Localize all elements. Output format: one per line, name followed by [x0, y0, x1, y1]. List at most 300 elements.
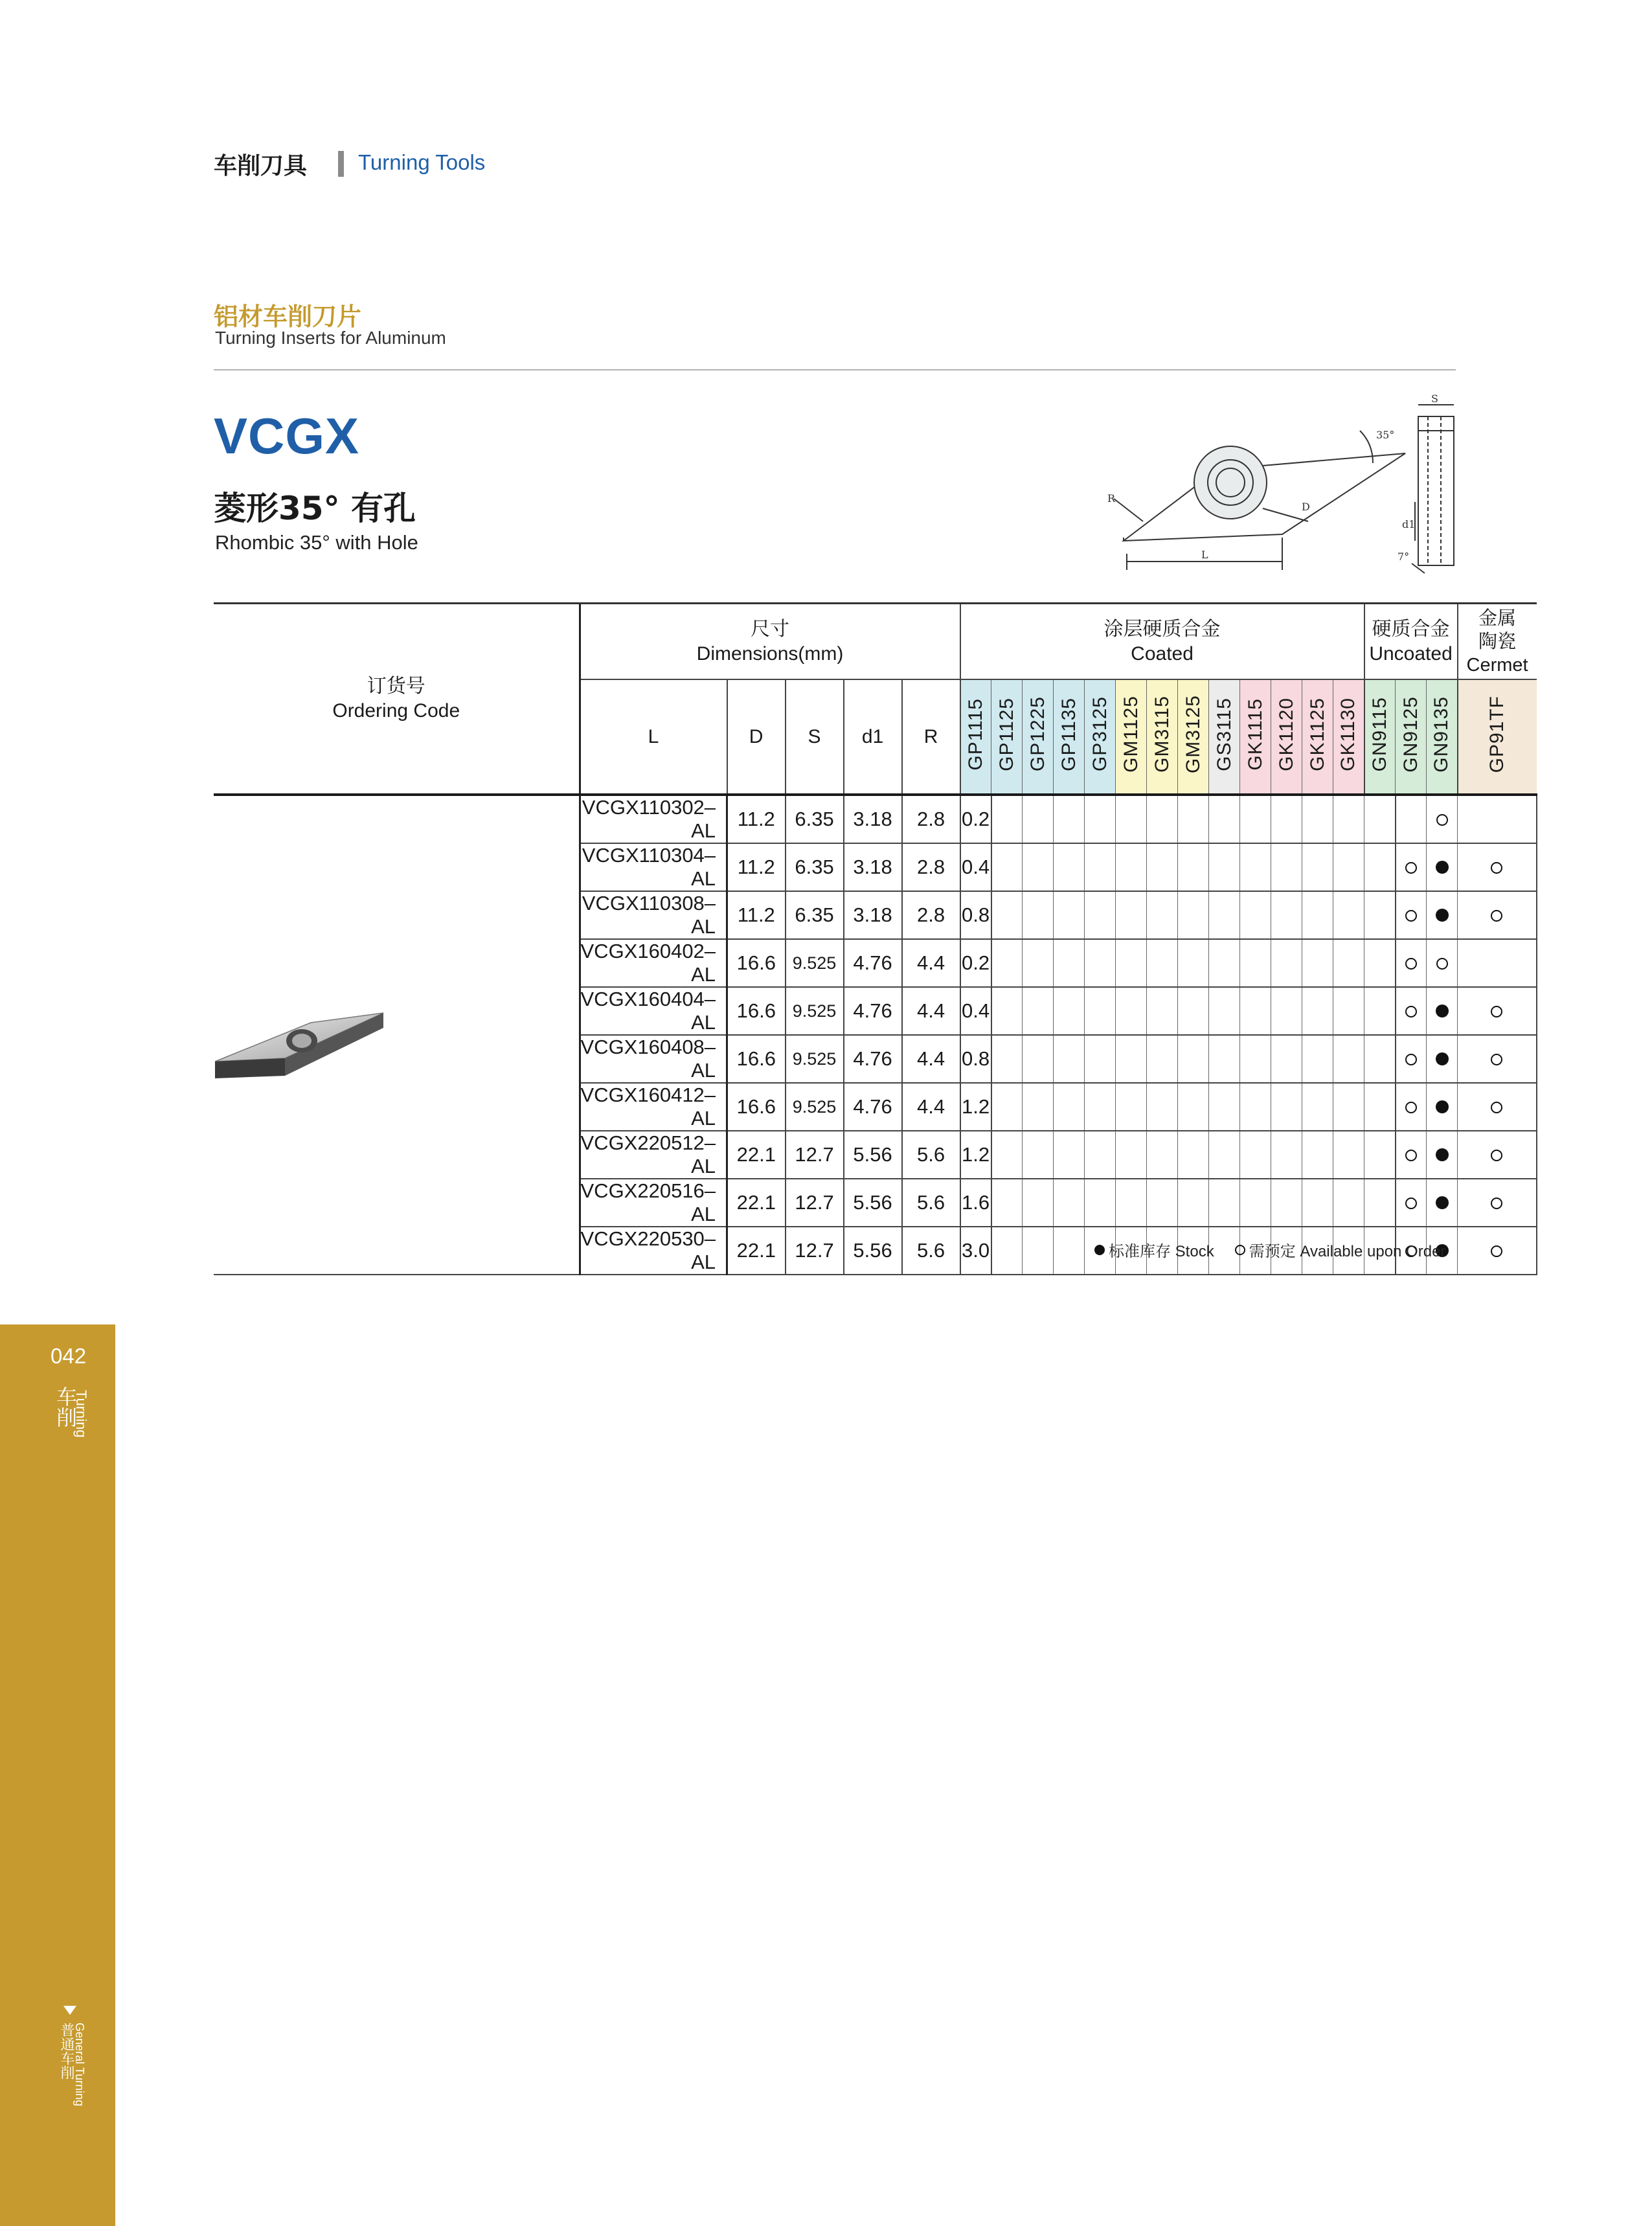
grade-label: GK1115	[1244, 698, 1266, 771]
drawing-label-l: L	[1201, 549, 1208, 561]
cermet-header: 金属 陶瓷 Cermet	[1458, 604, 1537, 680]
dim-d: 12.7	[786, 1179, 844, 1227]
stock-cell	[1209, 1179, 1240, 1227]
stock-cell	[1364, 939, 1396, 987]
dim-s: 4.76	[844, 1083, 902, 1131]
side-category-en: Turning	[73, 1390, 89, 1438]
stock-cell	[1240, 843, 1271, 891]
uncoated-header: 硬质合金 Uncoated	[1364, 604, 1458, 680]
stock-open-icon	[1405, 1198, 1417, 1209]
stock-cell	[1240, 1083, 1271, 1131]
grade-header-gk1130	[1333, 679, 1364, 795]
product-shape-cn: 菱形35° 有孔	[214, 490, 416, 527]
dim-l: 22.1	[727, 1179, 786, 1227]
grade-header-gm3115	[1147, 679, 1178, 795]
stock-cell	[1458, 939, 1537, 987]
stock-cell	[1209, 1131, 1240, 1179]
grade-header-gk1120	[1271, 679, 1302, 795]
stock-cell	[1333, 843, 1364, 891]
header-divider	[338, 151, 344, 177]
grade-label: GM3125	[1182, 694, 1204, 774]
stock-cell	[1427, 939, 1458, 987]
grade-label: GP3125	[1089, 696, 1111, 772]
stock-cell	[1178, 1131, 1209, 1179]
dim-d1: 4.4	[902, 1083, 960, 1131]
ordering-code: VCGX220516–AL	[580, 1179, 727, 1227]
dim-d1: 2.8	[902, 891, 960, 939]
dim-d: 6.35	[786, 843, 844, 891]
stock-cell	[1147, 939, 1178, 987]
stock-cell	[1147, 1035, 1178, 1083]
stock-cell	[1458, 1131, 1537, 1179]
stock-cell	[991, 1083, 1023, 1131]
stock-cell	[1116, 987, 1147, 1035]
grade-label: GS3115	[1213, 697, 1235, 771]
stock-cell	[991, 1227, 1023, 1275]
stock-cell	[1023, 843, 1054, 891]
stock-cell	[1054, 1179, 1085, 1227]
stock-cell	[1240, 1179, 1271, 1227]
ordering-code: VCGX110304–AL	[580, 843, 727, 891]
stock-cell	[1178, 987, 1209, 1035]
stock-cell	[1333, 1083, 1364, 1131]
stock-cell	[1302, 939, 1333, 987]
stock-cell	[1147, 1131, 1178, 1179]
stock-cell	[1396, 1131, 1427, 1179]
dim-l: 16.6	[727, 987, 786, 1035]
stock-cell	[1209, 1083, 1240, 1131]
stock-cell	[1302, 987, 1333, 1035]
stock-cell	[1147, 1083, 1178, 1131]
stock-cell	[1364, 1179, 1396, 1227]
stock-cell	[1054, 891, 1085, 939]
stock-filled-icon	[1436, 861, 1449, 874]
stock-cell	[1427, 1035, 1458, 1083]
stock-cell	[1178, 939, 1209, 987]
stock-cell	[1116, 1035, 1147, 1083]
grade-label: GM1125	[1120, 696, 1142, 773]
stock-cell	[1116, 795, 1147, 843]
stock-cell	[1116, 1131, 1147, 1179]
dim-d1: 4.4	[902, 939, 960, 987]
stock-cell	[1271, 1179, 1302, 1227]
product-table	[214, 602, 1537, 1275]
dim-d: 9.525	[786, 1083, 844, 1131]
stock-cell	[1364, 987, 1396, 1035]
stock-cell	[1240, 891, 1271, 939]
section-title-cn: 铝材车削刀片	[214, 302, 362, 331]
stock-cell	[1427, 891, 1458, 939]
grade-label: GN9135	[1431, 696, 1453, 773]
grade-header-gm3125	[1178, 679, 1209, 795]
dim-r: 0.8	[960, 1035, 991, 1083]
stock-cell	[1085, 795, 1116, 843]
stock-cell	[1085, 1035, 1116, 1083]
table-row	[214, 795, 1537, 843]
side-subcategory-cn: 普通车削	[59, 2023, 75, 2080]
grade-header-gn9115	[1364, 679, 1396, 795]
stock-cell	[991, 795, 1023, 843]
ordering-code: VCGX160408–AL	[580, 1035, 727, 1083]
dim-r: 1.6	[960, 1179, 991, 1227]
dim-l: 11.2	[727, 843, 786, 891]
stock-cell	[1023, 891, 1054, 939]
stock-cell	[1147, 987, 1178, 1035]
insert-photo-icon	[214, 1010, 389, 1081]
product-shape-en: Rhombic 35° with Hole	[215, 531, 418, 554]
stock-open-icon	[1436, 814, 1448, 826]
dim-d1: 2.8	[902, 843, 960, 891]
stock-cell	[1427, 1083, 1458, 1131]
stock-cell	[1458, 891, 1537, 939]
stock-cell	[991, 843, 1023, 891]
dim-d: 9.525	[786, 939, 844, 987]
dim-r: 0.2	[960, 939, 991, 987]
stock-open-icon	[1491, 1198, 1502, 1209]
stock-cell	[1271, 1083, 1302, 1131]
stock-cell	[1458, 795, 1537, 843]
stock-cell	[1302, 843, 1333, 891]
stock-cell	[1396, 891, 1427, 939]
stock-cell	[991, 939, 1023, 987]
grade-header-gn9135	[1427, 679, 1458, 795]
dim-d: 6.35	[786, 891, 844, 939]
dim-s: 3.18	[844, 795, 902, 843]
grade-label: GK1120	[1275, 697, 1297, 771]
grade-header-gp1115	[960, 679, 991, 795]
grade-header-gn9125	[1396, 679, 1427, 795]
stock-cell	[1271, 987, 1302, 1035]
stock-cell	[1271, 843, 1302, 891]
dim-r: 0.2	[960, 795, 991, 843]
grade-label: GN9115	[1368, 696, 1390, 772]
stock-filled-icon	[1436, 1100, 1449, 1113]
stock-open-icon	[1491, 1102, 1502, 1113]
stock-cell	[1302, 1179, 1333, 1227]
dim-l: 22.1	[727, 1131, 786, 1179]
stock-open-icon	[1491, 1006, 1502, 1017]
grade-header-gs3115	[1209, 679, 1240, 795]
stock-cell	[1240, 987, 1271, 1035]
stock-cell	[1364, 795, 1396, 843]
dim-l: 11.2	[727, 891, 786, 939]
ordering-code: VCGX160404–AL	[580, 987, 727, 1035]
stock-cell	[1085, 939, 1116, 987]
grade-header-gp3125	[1085, 679, 1116, 795]
stock-cell	[1333, 939, 1364, 987]
stock-open-icon	[1405, 862, 1417, 874]
stock-cell	[1458, 1083, 1537, 1131]
stock-cell	[1396, 1083, 1427, 1131]
stock-cell	[1085, 843, 1116, 891]
dim-r: 1.2	[960, 1083, 991, 1131]
ordering-code: VCGX160412–AL	[580, 1083, 727, 1131]
dim-l: 16.6	[727, 939, 786, 987]
dim-d: 9.525	[786, 1035, 844, 1083]
header-category-cn: 车削刀具	[214, 153, 308, 179]
stock-cell	[1116, 1083, 1147, 1131]
stock-cell	[1054, 1083, 1085, 1131]
stock-cell	[1333, 1179, 1364, 1227]
stock-cell	[1209, 891, 1240, 939]
stock-cell	[1023, 1131, 1054, 1179]
stock-cell	[1023, 1179, 1054, 1227]
stock-cell	[1023, 987, 1054, 1035]
dim-r: 3.0	[960, 1227, 991, 1275]
insert-photo	[214, 984, 389, 1086]
stock-cell	[1458, 1035, 1537, 1083]
stock-cell	[1396, 795, 1427, 843]
stock-cell	[1396, 1179, 1427, 1227]
stock-open-icon	[1405, 958, 1417, 970]
triangle-down-icon	[63, 2006, 76, 2015]
stock-cell	[1364, 1083, 1396, 1131]
stock-cell	[1085, 1131, 1116, 1179]
stock-open-icon	[1491, 1150, 1502, 1161]
stock-cell	[1458, 1227, 1537, 1275]
stock-cell	[1085, 1083, 1116, 1131]
dim-s: 5.56	[844, 1131, 902, 1179]
stock-cell	[1209, 1035, 1240, 1083]
dim-r: 0.4	[960, 843, 991, 891]
stock-cell	[1178, 891, 1209, 939]
stock-cell	[1054, 1131, 1085, 1179]
stock-cell	[1302, 1035, 1333, 1083]
grade-label: GP1225	[1026, 696, 1048, 772]
grade-label: GP1115	[964, 698, 986, 771]
stock-open-icon	[1405, 910, 1417, 922]
grade-label: GP1125	[995, 697, 1017, 771]
stock-cell	[1116, 843, 1147, 891]
stock-cell	[1271, 891, 1302, 939]
stock-cell	[1178, 1035, 1209, 1083]
ordering-code: VCGX110308–AL	[580, 891, 727, 939]
stock-cell	[1458, 1179, 1537, 1227]
stock-cell	[1427, 1179, 1458, 1227]
stock-cell	[1364, 1131, 1396, 1179]
stock-filled-icon	[1094, 1245, 1105, 1255]
stock-cell	[1302, 891, 1333, 939]
stock-filled-icon	[1436, 1148, 1449, 1161]
dim-s: 5.56	[844, 1179, 902, 1227]
dim-d1: 5.6	[902, 1179, 960, 1227]
stock-cell	[1427, 795, 1458, 843]
dim-r: 0.4	[960, 987, 991, 1035]
grade-header-gp1225	[1023, 679, 1054, 795]
drawing-label-relief: 7°	[1397, 551, 1410, 563]
stock-open-icon	[1491, 1245, 1502, 1257]
dim-col-D: D	[727, 679, 786, 795]
stock-cell	[1178, 1179, 1209, 1227]
stock-cell	[1023, 795, 1054, 843]
stock-filled-icon	[1436, 1196, 1449, 1209]
stock-cell	[1054, 987, 1085, 1035]
stock-cell	[1147, 795, 1178, 843]
stock-cell	[1147, 843, 1178, 891]
dim-d1: 4.4	[902, 1035, 960, 1083]
stock-cell	[1364, 891, 1396, 939]
stock-cell	[1023, 1227, 1054, 1275]
product-code: VCGX	[214, 407, 360, 464]
dim-l: 16.6	[727, 1035, 786, 1083]
dim-s: 4.76	[844, 1035, 902, 1083]
dim-d1: 2.8	[902, 795, 960, 843]
side-category-cn: 车削	[54, 1386, 77, 1427]
stock-cell	[1427, 987, 1458, 1035]
stock-cell	[991, 1035, 1023, 1083]
stock-cell	[1333, 1035, 1364, 1083]
stock-open-icon	[1436, 958, 1448, 970]
stock-cell	[1427, 843, 1458, 891]
section-divider	[214, 369, 1456, 370]
stock-cell	[1271, 1035, 1302, 1083]
ordering-code: VCGX220530–AL	[580, 1227, 727, 1275]
ordering-code-header: 订货号 Ordering Code	[214, 604, 580, 795]
stock-cell	[1116, 1179, 1147, 1227]
dim-l: 16.6	[727, 1083, 786, 1131]
grade-label: GK1130	[1337, 697, 1359, 771]
stock-cell	[1116, 939, 1147, 987]
stock-cell	[1240, 1035, 1271, 1083]
dim-s: 3.18	[844, 843, 902, 891]
stock-cell	[1333, 891, 1364, 939]
stock-open-icon	[1405, 1054, 1417, 1065]
stock-open-icon	[1235, 1245, 1245, 1255]
stock-cell	[1458, 843, 1537, 891]
stock-cell	[1023, 939, 1054, 987]
stock-open-icon	[1405, 1102, 1417, 1113]
stock-cell	[1209, 939, 1240, 987]
page-number: 042	[51, 1344, 87, 1368]
stock-cell	[1209, 843, 1240, 891]
stock-open-icon	[1491, 910, 1502, 922]
stock-cell	[1271, 939, 1302, 987]
stock-cell	[1178, 843, 1209, 891]
dim-d: 6.35	[786, 795, 844, 843]
stock-cell	[1023, 1035, 1054, 1083]
section-title-en: Turning Inserts for Aluminum	[215, 328, 446, 348]
coated-header: 涂层硬质合金 Coated	[960, 604, 1364, 680]
dim-s: 5.56	[844, 1227, 902, 1275]
stock-cell	[1271, 1131, 1302, 1179]
stock-cell	[1054, 795, 1085, 843]
stock-cell	[1396, 843, 1427, 891]
stock-cell	[1302, 1083, 1333, 1131]
dim-r: 1.2	[960, 1131, 991, 1179]
grade-header-gm1125	[1116, 679, 1147, 795]
ordering-code: VCGX110302–AL	[580, 795, 727, 843]
stock-cell	[1023, 1083, 1054, 1131]
stock-cell	[1178, 795, 1209, 843]
stock-cell	[1209, 795, 1240, 843]
dim-s: 4.76	[844, 939, 902, 987]
stock-cell	[1302, 1131, 1333, 1179]
stock-cell	[1333, 987, 1364, 1035]
stock-cell	[1054, 1035, 1085, 1083]
stock-cell	[1396, 987, 1427, 1035]
dim-col-S: S	[786, 679, 844, 795]
stock-cell	[1396, 1035, 1427, 1083]
grade-header-gp91tf	[1458, 679, 1537, 795]
insert-technical-drawing	[1088, 392, 1477, 586]
stock-filled-icon	[1436, 1005, 1449, 1017]
stock-cell	[1054, 843, 1085, 891]
stock-cell	[1302, 795, 1333, 843]
drawing-label-d: D	[1302, 501, 1310, 513]
grade-header-gk1115	[1240, 679, 1271, 795]
stock-cell	[1054, 939, 1085, 987]
stock-cell	[1209, 987, 1240, 1035]
grade-header-gp1125	[991, 679, 1023, 795]
stock-cell	[1396, 939, 1427, 987]
stock-cell	[1054, 1227, 1085, 1275]
stock-cell	[1271, 795, 1302, 843]
stock-open-icon	[1405, 1006, 1417, 1017]
stock-cell	[1333, 795, 1364, 843]
drawing-label-angle: 35°	[1376, 429, 1395, 441]
stock-cell	[1178, 1083, 1209, 1131]
stock-cell	[991, 1179, 1023, 1227]
stock-cell	[1240, 939, 1271, 987]
stock-open-icon	[1491, 1054, 1502, 1065]
grade-label: GM3115	[1151, 696, 1173, 773]
dim-col-L: L	[580, 679, 727, 795]
dim-d1: 5.6	[902, 1227, 960, 1275]
dim-l: 11.2	[727, 795, 786, 843]
stock-cell	[1364, 1035, 1396, 1083]
stock-cell	[1147, 891, 1178, 939]
stock-cell	[1085, 1179, 1116, 1227]
stock-cell	[1085, 987, 1116, 1035]
dim-d: 9.525	[786, 987, 844, 1035]
stock-cell	[991, 987, 1023, 1035]
legend-order-label: 需预定 Available upon Order	[1249, 1243, 1446, 1260]
stock-cell	[1333, 1131, 1364, 1179]
dim-d: 12.7	[786, 1227, 844, 1275]
stock-cell	[1147, 1179, 1178, 1227]
dim-s: 4.76	[844, 987, 902, 1035]
grade-label: GP1135	[1058, 697, 1080, 771]
header-category-en: Turning Tools	[358, 150, 486, 174]
grade-label: GN9125	[1399, 696, 1421, 773]
stock-cell	[991, 1131, 1023, 1179]
stock-cell	[1364, 843, 1396, 891]
drawing-label-r: R	[1107, 492, 1116, 505]
grade-header-gp1135	[1054, 679, 1085, 795]
dim-l: 22.1	[727, 1227, 786, 1275]
insert-photo-cell	[214, 795, 580, 1275]
stock-cell	[1458, 987, 1537, 1035]
stock-legend	[1094, 1238, 1445, 1261]
stock-cell	[1116, 891, 1147, 939]
dim-col-d1: d1	[844, 679, 902, 795]
side-tab	[0, 1324, 115, 2226]
legend-stock-label: 标准库存 Stock	[1109, 1243, 1214, 1260]
stock-cell	[991, 891, 1023, 939]
dim-col-R: R	[902, 679, 960, 795]
ordering-code: VCGX160402–AL	[580, 939, 727, 987]
stock-open-icon	[1491, 862, 1502, 874]
dim-r: 0.8	[960, 891, 991, 939]
grade-label: GK1125	[1306, 697, 1328, 771]
stock-filled-icon	[1436, 909, 1449, 922]
dimensions-header: 尺寸 Dimensions(mm)	[580, 604, 960, 680]
stock-filled-icon	[1436, 1052, 1449, 1065]
ordering-code: VCGX220512–AL	[580, 1131, 727, 1179]
stock-cell	[1240, 1131, 1271, 1179]
grade-label: GP91TF	[1486, 695, 1508, 773]
grade-header-gk1125	[1302, 679, 1333, 795]
